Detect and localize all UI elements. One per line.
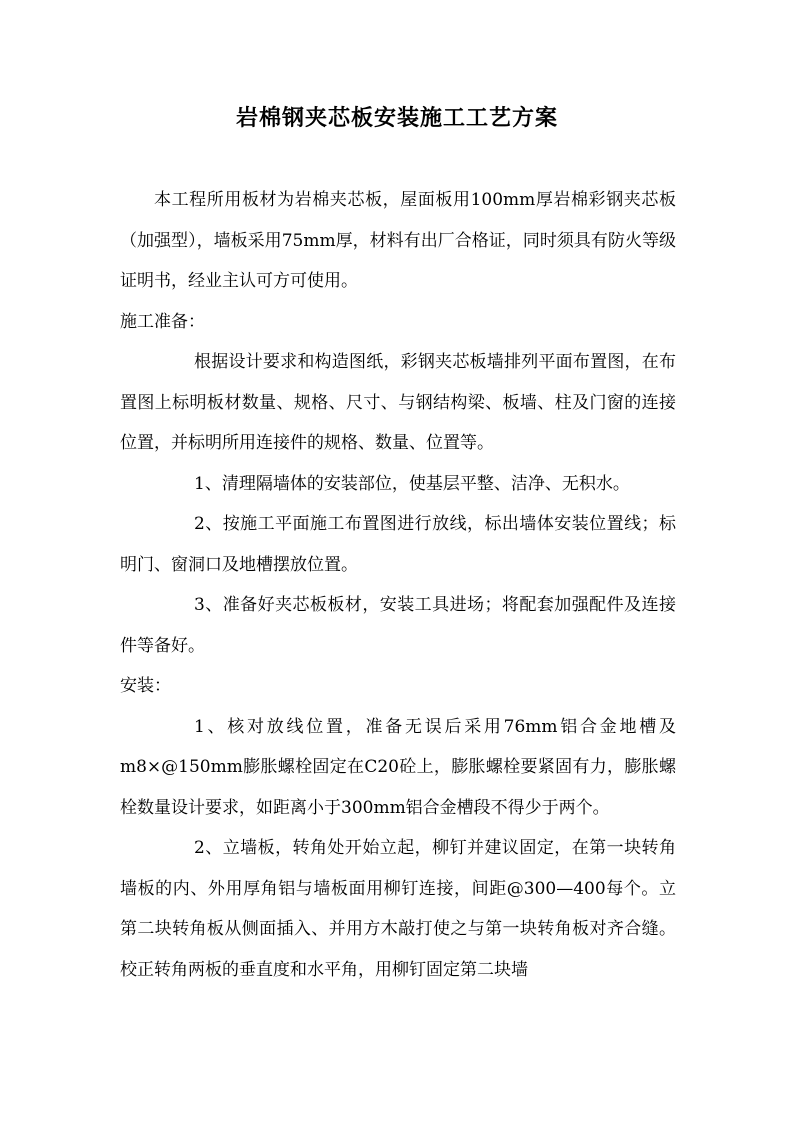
intro-paragraph: 本工程所用板材为岩棉夹芯板，屋面板用100mm厚岩棉彩钢夹芯板（加强型），墙板采用75mm厚，材料有出厂合格证，同时须具有防火等级证明书，经业主认可方可使用。 xyxy=(120,190,676,291)
installation-step-1: 1、核对放线位置，准备无误后采用76mm铝合金地槽及m8×@150mm膨胀螺栓固定在C20砼上，膨胀螺栓要紧固有力，膨胀螺栓数量设计要求，如距离小于300mm铝合金槽段不得少于两个。 xyxy=(120,716,676,818)
section-heading-installation: 安装： xyxy=(120,676,171,696)
installation-step-2: 2、立墙板，转角处开始立起，柳钉并建议固定，在第一块转角墙板的内、外用厚角铝与墙板面用柳钉连接，间距@300—400每个。立第二块转角板从侧面插入、并用方木敲打使之与第一块转角板对齐合缝。校正转角两板的垂直度和水平角，用柳钉固定第二块墙 xyxy=(120,838,676,980)
document-body xyxy=(120,180,676,990)
preparation-step-3: 3、准备好夹芯板板材，安装工具进场；将配套加强配件及连接件等备好。 xyxy=(120,595,676,656)
preparation-step-2: 2、按施工平面施工布置图进行放线，标出墙体安装位置线；标明门、窗洞口及地槽摆放位置。 xyxy=(120,514,676,575)
preparation-step-1: 1、清理隔墙体的安装部位，使基层平整、洁净、无积水。 xyxy=(194,473,630,494)
section-heading-preparation: 施工准备： xyxy=(120,311,205,332)
preparation-paragraph: 根据设计要求和构造图纸，彩钢夹芯板墙排列平面布置图，在布置图上标明板材数量、规格、尺寸、与钢结构梁、板墙、柱及门窗的连接位置，并标明所用连接件的规格、数量、位置等。 xyxy=(120,352,676,453)
document-title: 岩棉钢夹芯板安装施工工艺方案 xyxy=(235,105,558,131)
